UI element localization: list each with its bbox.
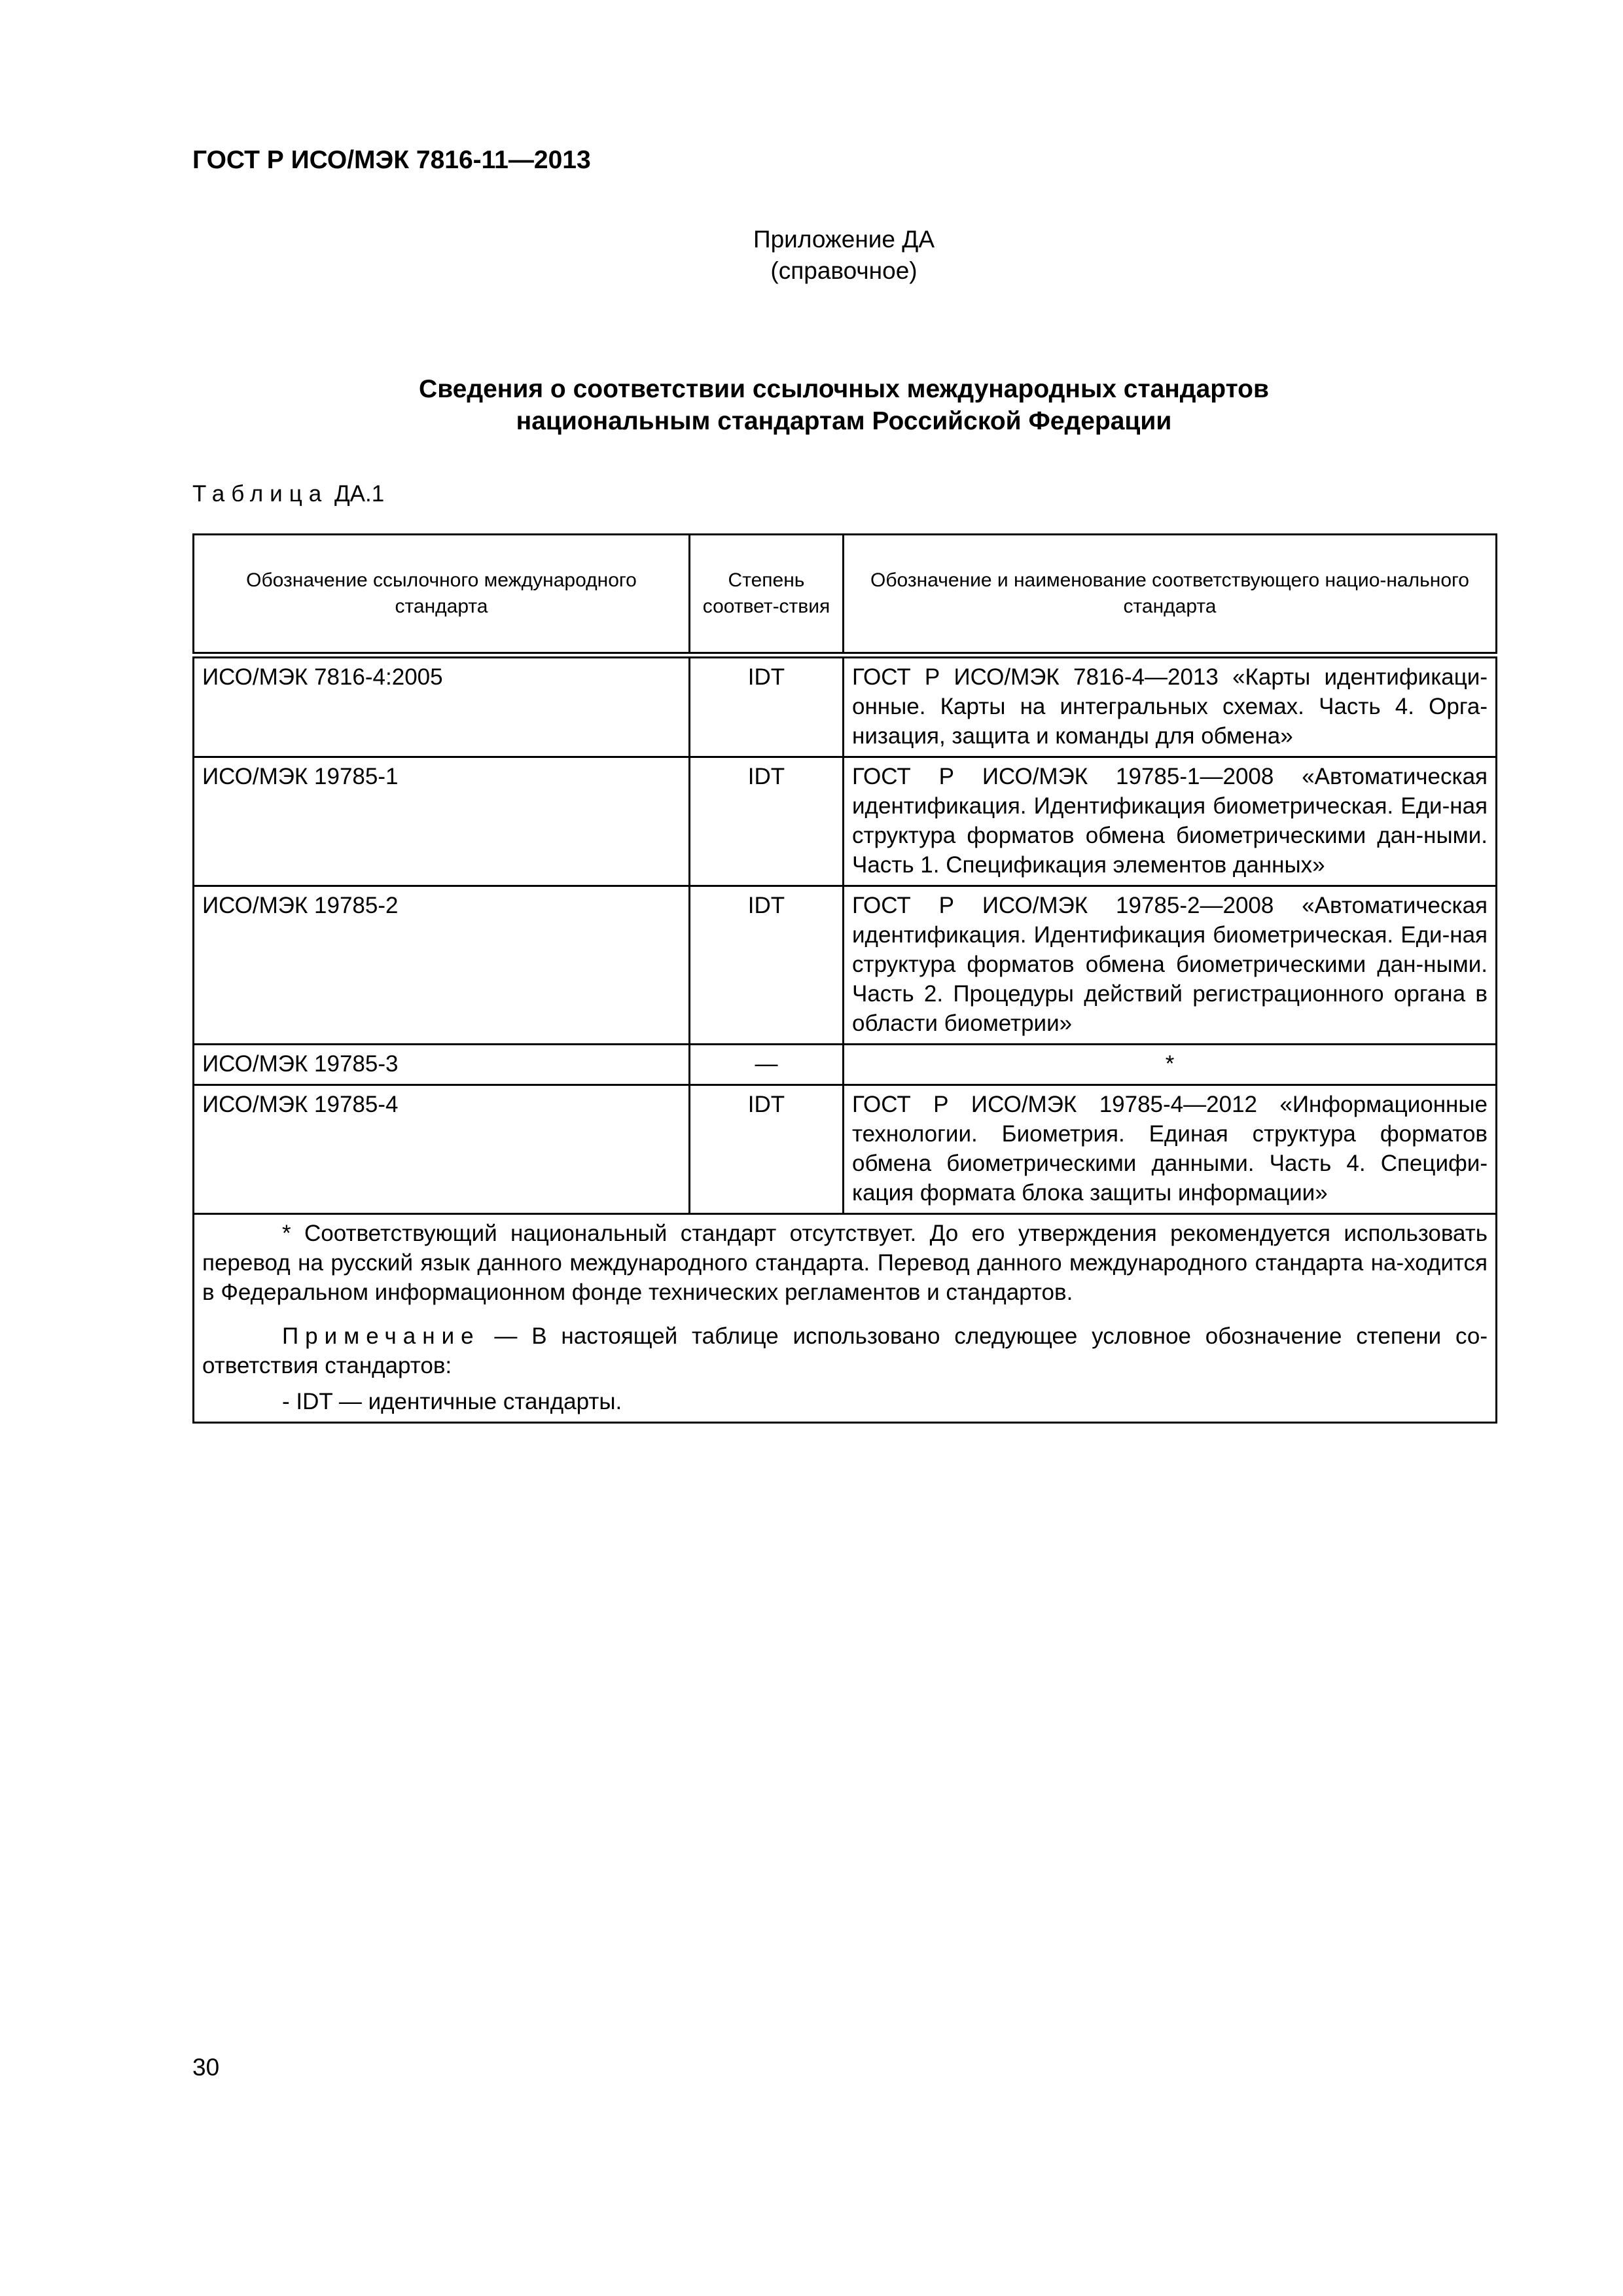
- header-national-standard: Обозначение и наименование соответствующего нацио-нального стандарта: [844, 535, 1497, 656]
- note-paragraph: [202, 1321, 1488, 1380]
- appendix-subtitle: (справочное): [770, 257, 918, 284]
- cell-degree: IDT: [690, 757, 844, 886]
- table-footnote-row: [194, 1214, 1497, 1423]
- table-row: [194, 1045, 1497, 1085]
- page-number: 30: [192, 2054, 220, 2081]
- section-title-line-1: Сведения о соответствии ссылочных международных стандартов: [419, 375, 1269, 403]
- table-row: [194, 757, 1497, 886]
- section-title: [192, 373, 1495, 437]
- section-title-line-2: национальным стандартам Российской Федерации: [516, 407, 1172, 435]
- cell-national-standard: *: [844, 1045, 1497, 1085]
- cell-degree: IDT: [690, 886, 844, 1045]
- appendix-title: Приложение ДА: [753, 226, 935, 253]
- footnote-text: Соответствующий национальный стандарт отсутствует. До его утверждения рекомендуется использовать перевод на русский язык данного международного стандарта. Перевод данного международного стандарта на-ходится в Федеральном информационном фонде технических регламентов и стандартов.: [202, 1221, 1488, 1305]
- cell-degree: IDT: [690, 655, 844, 757]
- table-header-row: [194, 535, 1497, 656]
- cell-reference-standard: ИСО/МЭК 7816-4:2005: [194, 655, 690, 757]
- cell-national-standard: ГОСТ Р ИСО/МЭК 19785-2—2008 «Автоматическая идентификация. Идентификация биометрическая. Еди-ная структура форматов обмена биометрическими дан-ными. Часть 2. Процедуры действий регистрационного органа в области биометрии»: [844, 886, 1497, 1045]
- table-caption-word: Таблица: [192, 481, 329, 507]
- appendix-heading: [192, 224, 1495, 287]
- cell-reference-standard: ИСО/МЭК 19785-3: [194, 1045, 690, 1085]
- header-reference-standard: Обозначение ссылочного международного стандарта: [194, 535, 690, 656]
- cell-reference-standard: ИСО/МЭК 19785-1: [194, 757, 690, 886]
- header-degree-of-correspondence: Степень соответ-ствия: [690, 535, 844, 656]
- footnote-paragraph: [202, 1219, 1488, 1307]
- cell-degree: —: [690, 1045, 844, 1085]
- note-idt-line: - IDT — идентичные стандарты.: [282, 1389, 622, 1414]
- table-row: [194, 886, 1497, 1045]
- table-caption: [192, 481, 384, 507]
- cell-degree: IDT: [690, 1085, 844, 1214]
- document-code-header: ГОСТ Р ИСО/МЭК 7816-11—2013: [192, 146, 591, 174]
- table-caption-number: ДА.1: [334, 481, 385, 507]
- cell-national-standard: ГОСТ Р ИСО/МЭК 19785-4—2012 «Информационные технологии. Биометрия. Единая структура форматов обмена биометрическими данными. Часть 4. Специфи-кация формата блока защиты информации»: [844, 1085, 1497, 1214]
- table-row: [194, 1085, 1497, 1214]
- cell-reference-standard: ИСО/МЭК 19785-4: [194, 1085, 690, 1214]
- footnote-star: *: [282, 1221, 291, 1246]
- correspondence-table: [192, 533, 1497, 1424]
- cell-national-standard: ГОСТ Р ИСО/МЭК 19785-1—2008 «Автоматическая идентификация. Идентификация биометрическая. Еди-ная структура форматов обмена биометрическими дан-ными. Часть 1. Спецификация элементов данных»: [844, 757, 1497, 886]
- table-row: [194, 655, 1497, 757]
- cell-reference-standard: ИСО/МЭК 19785-2: [194, 886, 690, 1045]
- cell-national-standard: ГОСТ Р ИСО/МЭК 7816-4—2013 «Карты идентификаци-онные. Карты на интегральных схемах. Часть 4. Орга-низация, защита и команды для обмена»: [844, 655, 1497, 757]
- note-word: Примечание: [282, 1323, 480, 1349]
- note-text: — В настоящей таблице использовано следующее условное обозначение степени со-ответствия стандартов:: [202, 1323, 1488, 1378]
- table-footnote: [194, 1214, 1497, 1423]
